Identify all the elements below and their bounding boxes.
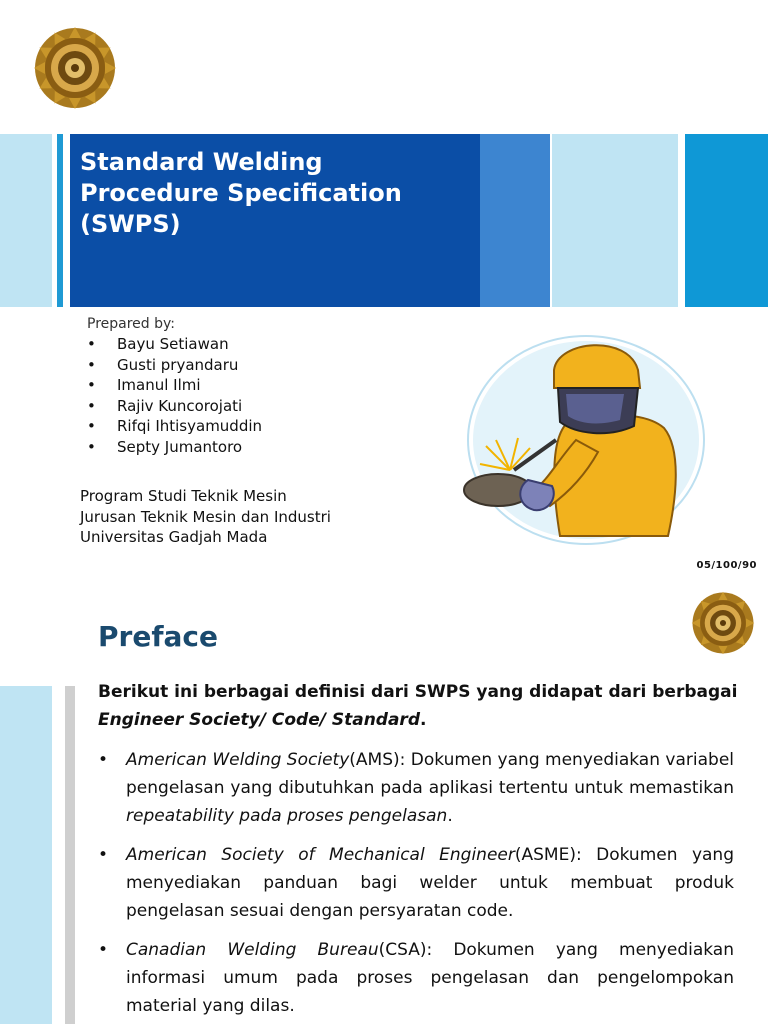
- definition-item: • American Society of Mechanical Engineer(ASME): Dokumen yang menyediakan panduan bagi welder untuk membuat produk pengelasan sesuai dengan persyaratan code.: [98, 845, 734, 921]
- author-item: • Bayu Setiawan: [87, 335, 229, 353]
- decorative-bar: [65, 686, 75, 1024]
- definition-item: • Canadian Welding Bureau(CSA): Dokumen yang menyediakan informasi umum pada proses pengelasan dan pengelompokan material yang dilas.: [98, 940, 734, 1016]
- title-band-light-left: [0, 134, 52, 307]
- preface-slide: [0, 584, 768, 1024]
- affiliation-line: Program Studi Teknik Mesin: [80, 487, 287, 505]
- title-band-accent: [685, 134, 768, 307]
- slide-code: 05/100/90: [696, 560, 757, 571]
- title-band-stripe: [57, 134, 63, 307]
- decorative-bar: [0, 686, 52, 1024]
- title-band-light-right: [552, 134, 678, 307]
- definition-item: • American Welding Society(AMS): Dokumen yang menyediakan variabel pengelasan yang dibutuhkan pada aplikasi tertentu untuk memastikan repeatability pada proses pengelasan.: [98, 750, 735, 826]
- author-item: • Rajiv Kuncorojati: [87, 396, 243, 415]
- affiliation-line: Jurusan Teknik Mesin dan Industri: [80, 507, 331, 526]
- slide-title: Standard Welding Procedure Specification (SWPS): [80, 148, 402, 238]
- welder-illustration: [458, 330, 706, 550]
- affiliation: [80, 486, 331, 548]
- author-item: • Septy Jumantoro: [87, 437, 243, 456]
- university-emblem-icon: [691, 591, 755, 655]
- prepared-by-label: Prepared by:: [87, 316, 175, 332]
- author-item: • Gusti pryandaru: [87, 355, 239, 374]
- author-item: • Rifqi Ihtisyamuddin: [87, 417, 263, 435]
- title-band-mid: [480, 134, 550, 307]
- author-item: • Imanul Ilmi: [87, 376, 201, 394]
- intro-paragraph: Berikut ini berbagai definisi dari SWPS yang didapat dari berbagai Engineer Society/ Code/ Standard.: [98, 682, 738, 730]
- university-emblem-icon: [33, 26, 117, 110]
- affiliation-line: Universitas Gadjah Mada: [80, 528, 268, 546]
- author-list: [87, 334, 262, 457]
- slide-heading: Preface: [98, 620, 218, 653]
- definition-list: [98, 746, 734, 1024]
